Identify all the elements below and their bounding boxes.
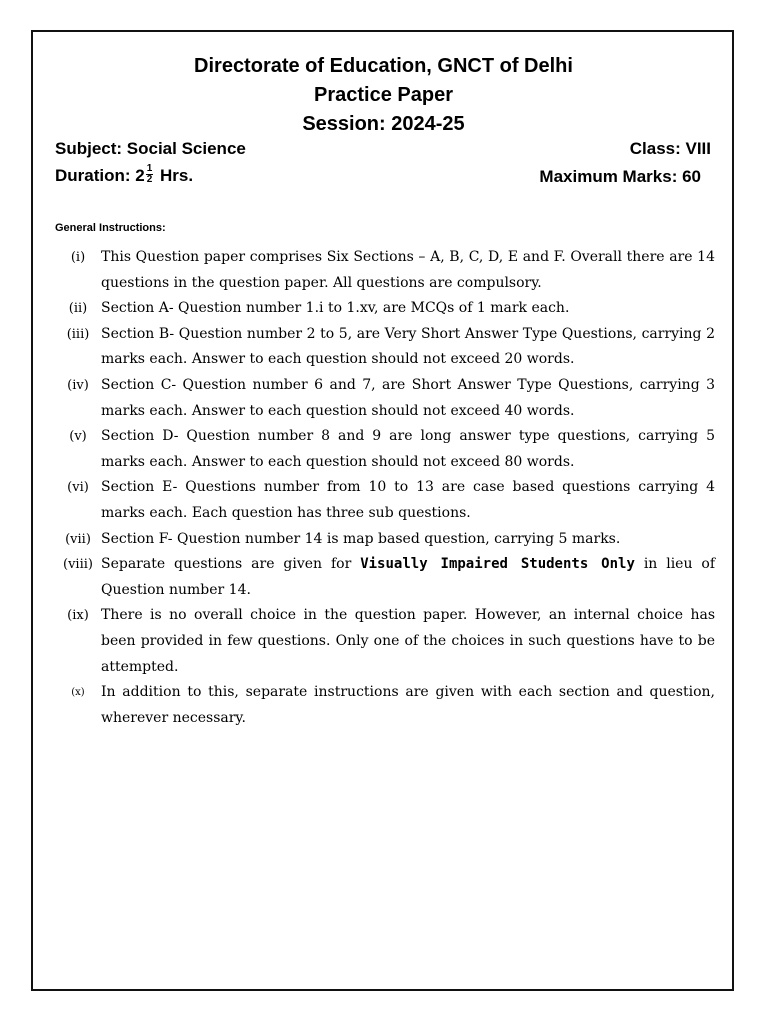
instruction-text — [101, 552, 715, 603]
instruction-number: (i) — [70, 250, 86, 265]
instruction-number: (v) — [69, 429, 87, 445]
instruction-item — [55, 322, 715, 373]
instruction-text: Section D- Question number 8 and 9 are long answer type questions, carrying 5 marks each. Answer to each question should not exceed 80 words. — [101, 428, 715, 470]
instruction-item — [55, 603, 715, 680]
instruction-number: (vi) — [67, 480, 89, 496]
duration-unit: Hrs. — [160, 166, 194, 185]
paper-title: Practice Paper — [314, 84, 453, 106]
instruction-item — [55, 424, 715, 475]
class-label: Class: VIII — [629, 139, 711, 158]
directorate-title: Directorate of Education, GNCT of Delhi — [194, 55, 573, 77]
instruction-text: Section A- Question number 1.i to 1.xv, are MCQs of 1 mark each. — [101, 300, 570, 317]
instruction-text: Section E- Questions number from 10 to 13 are case based questions carrying 4 marks each. Each question has three sub questions. — [101, 479, 715, 521]
instruction-text-after: in lieu of Question number 14. — [101, 556, 716, 598]
instruction-text: This Question paper comprises Six Sections – A, B, C, D, E and F. Overall there are 14 questions in the question paper. All questions are compulsory. — [101, 249, 715, 291]
duration-text: Duration: 2 — [55, 166, 145, 185]
instruction-item — [55, 680, 715, 731]
fraction-numerator: 1 — [146, 163, 153, 175]
instructions-heading: General Instructions: — [55, 222, 166, 234]
visually-impaired-emphasis: Visually Impaired Students Only — [360, 556, 635, 573]
instruction-item — [55, 296, 715, 322]
instruction-number: (ii) — [68, 301, 88, 317]
instruction-number: (x) — [71, 687, 85, 699]
instruction-item — [55, 475, 715, 526]
instructions-list — [55, 245, 715, 731]
subject-class-row — [55, 139, 711, 159]
instruction-number: (iii) — [66, 326, 90, 342]
instruction-text: Section C- Question number 6 and 7, are Short Answer Type Questions, carrying 3 marks each. Answer to each question should not exceed 40 words. — [101, 376, 715, 419]
instruction-text: Section B- Question number 2 to 5, are Very Short Answer Type Questions, carrying 2 marks each. Answer to each question should not exceed 20 words. — [101, 325, 715, 368]
subject-label: Subject: Social Science — [55, 139, 246, 158]
instruction-number: (ix) — [67, 608, 89, 624]
instruction-number: (vii) — [65, 531, 91, 547]
instruction-item — [55, 527, 715, 553]
instruction-text: In addition to this, separate instructions are given with each section and question, wherever necessary. — [101, 684, 715, 726]
duration-marks-row — [55, 163, 711, 187]
instruction-item — [55, 552, 715, 603]
instruction-text: Section F- Question number 14 is map based question, carrying 5 marks. — [101, 530, 621, 547]
document-header — [33, 52, 734, 139]
max-marks-label: Maximum Marks: 60 — [539, 166, 701, 186]
instruction-number: (viii) — [63, 557, 93, 573]
instruction-number: (iv) — [67, 377, 89, 393]
instruction-text-before: Separate questions are given for — [101, 556, 352, 573]
fraction-denominator: 2 — [146, 174, 153, 186]
instruction-text: There is no overall choice in the question paper. However, an internal choice has been provided in few questions. Only one of the choices in such questions have to be attempted. — [101, 607, 715, 675]
duration-fraction — [146, 164, 154, 185]
session-title: Session: 2024-25 — [302, 113, 465, 135]
instruction-item — [55, 245, 715, 296]
duration-label — [55, 163, 194, 187]
instruction-item — [55, 373, 715, 424]
